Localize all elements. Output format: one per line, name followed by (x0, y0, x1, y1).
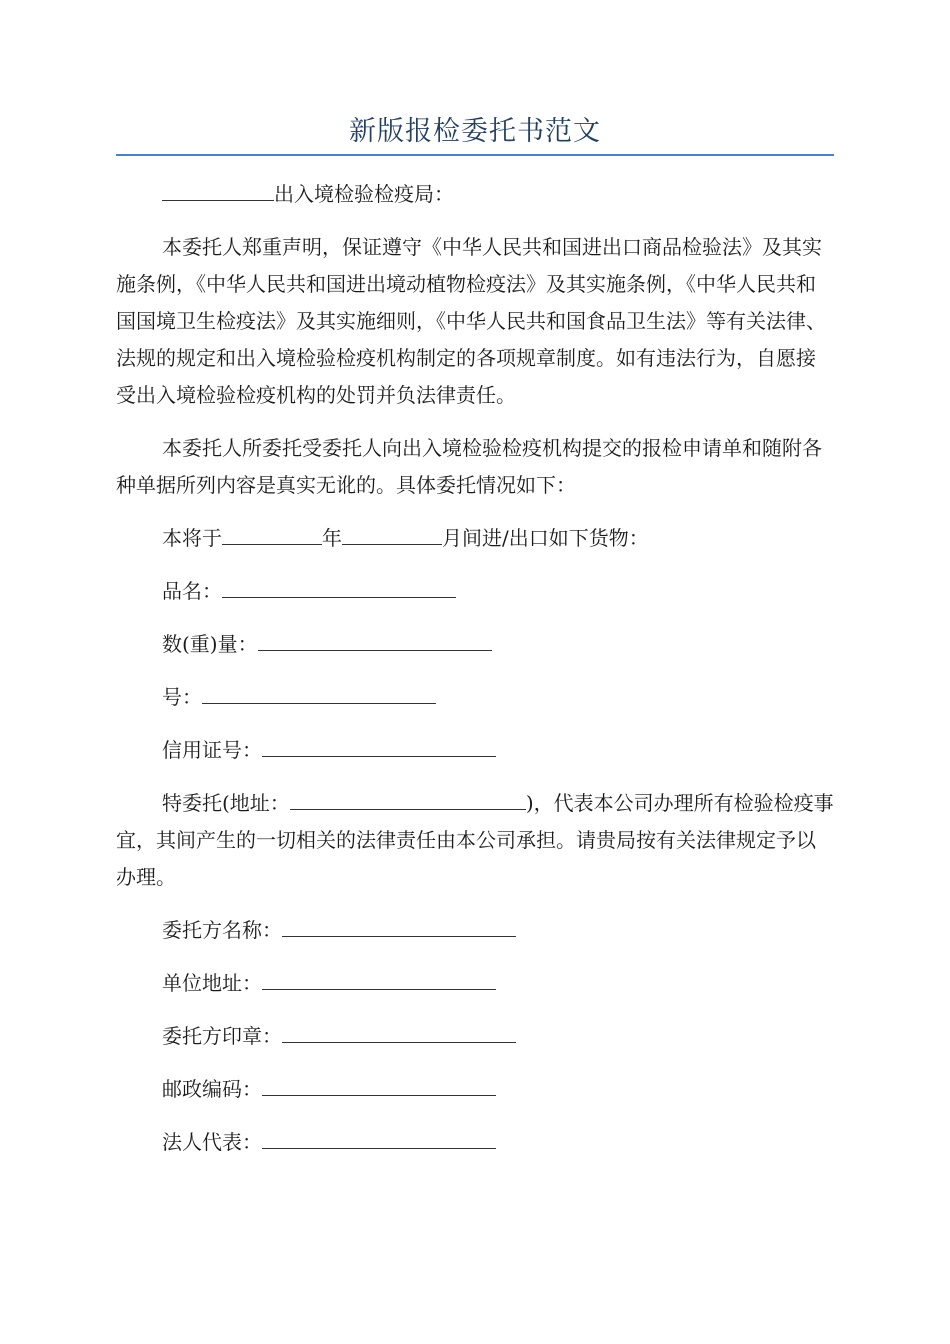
client-seal-line (116, 1018, 834, 1055)
statement-paragraph: 本委托人所委托受委托人向出入境检验检疫机构提交的报检申请单和随附各种单据所列内容是真实无讹的。具体委托情况如下： (116, 436, 822, 497)
lc-number-line (116, 732, 834, 769)
document-body (116, 176, 834, 1161)
declaration-paragraph: 本委托人郑重声明，保证遵守《中华人民共和国进出口商品检验法》及其实施条例，《中华人民共和国进出境动植物检疫法》及其实施条例，《中华人民共和国国境卫生检疫法》及其实施细则，《中华人民共和国食品卫生法》等有关法律、法规的规定和出入境检验检疫机构制定的各项规章制度。如有违法行为，自愿接受出入境检验检疫机构的处罚并负法律责任。 (116, 235, 826, 407)
postal-code-label: 邮政编码： (162, 1077, 262, 1101)
quantity-label: 数(重)量： (162, 632, 258, 656)
postal-code-line (116, 1071, 834, 1108)
legal-rep-line (116, 1124, 834, 1161)
lc-number-label: 信用证号： (162, 738, 262, 762)
salutation-line (116, 176, 834, 213)
postal-code-blank (262, 1072, 496, 1096)
number-label: 号： (162, 685, 202, 709)
bureau-name-blank (162, 177, 274, 201)
unit-address-line (116, 965, 834, 1002)
goods-prefix: 本将于 (162, 526, 222, 550)
month-blank (342, 521, 442, 545)
year-blank (222, 521, 322, 545)
client-seal-label: 委托方印章： (162, 1024, 282, 1048)
client-seal-blank (282, 1019, 516, 1043)
legal-rep-label: 法人代表： (162, 1130, 262, 1154)
document-title: 新版报检委托书范文 (349, 116, 601, 147)
number-line (116, 679, 834, 716)
lc-number-blank (262, 733, 496, 757)
client-name-label: 委托方名称： (162, 918, 282, 942)
salutation-text: 出入境检验检疫局： (274, 182, 454, 206)
title-underline (116, 154, 834, 156)
goods-suffix: 月间进/出口如下货物： (442, 526, 649, 550)
goods-date-line (116, 520, 834, 557)
product-name-blank (222, 574, 456, 598)
address-blank (290, 786, 526, 810)
goods-year-label: 年 (322, 526, 342, 550)
entrust-paragraph (116, 785, 834, 896)
unit-address-label: 单位地址： (162, 971, 262, 995)
legal-rep-blank (262, 1125, 496, 1149)
client-name-line (116, 912, 834, 949)
product-name-line (116, 573, 834, 610)
quantity-blank (258, 627, 492, 651)
entrust-suffix: )，代表本公司办理所有检验检疫事宜，其间产生的一切相关的法律责任由本公司承担。请贵局按有关法律规定予以办理。 (116, 791, 834, 889)
number-blank (202, 680, 436, 704)
client-name-blank (282, 913, 516, 937)
product-name-label: 品名： (162, 579, 222, 603)
quantity-line (116, 626, 834, 663)
unit-address-blank (262, 966, 496, 990)
entrust-prefix: 特委托(地址： (162, 791, 290, 815)
